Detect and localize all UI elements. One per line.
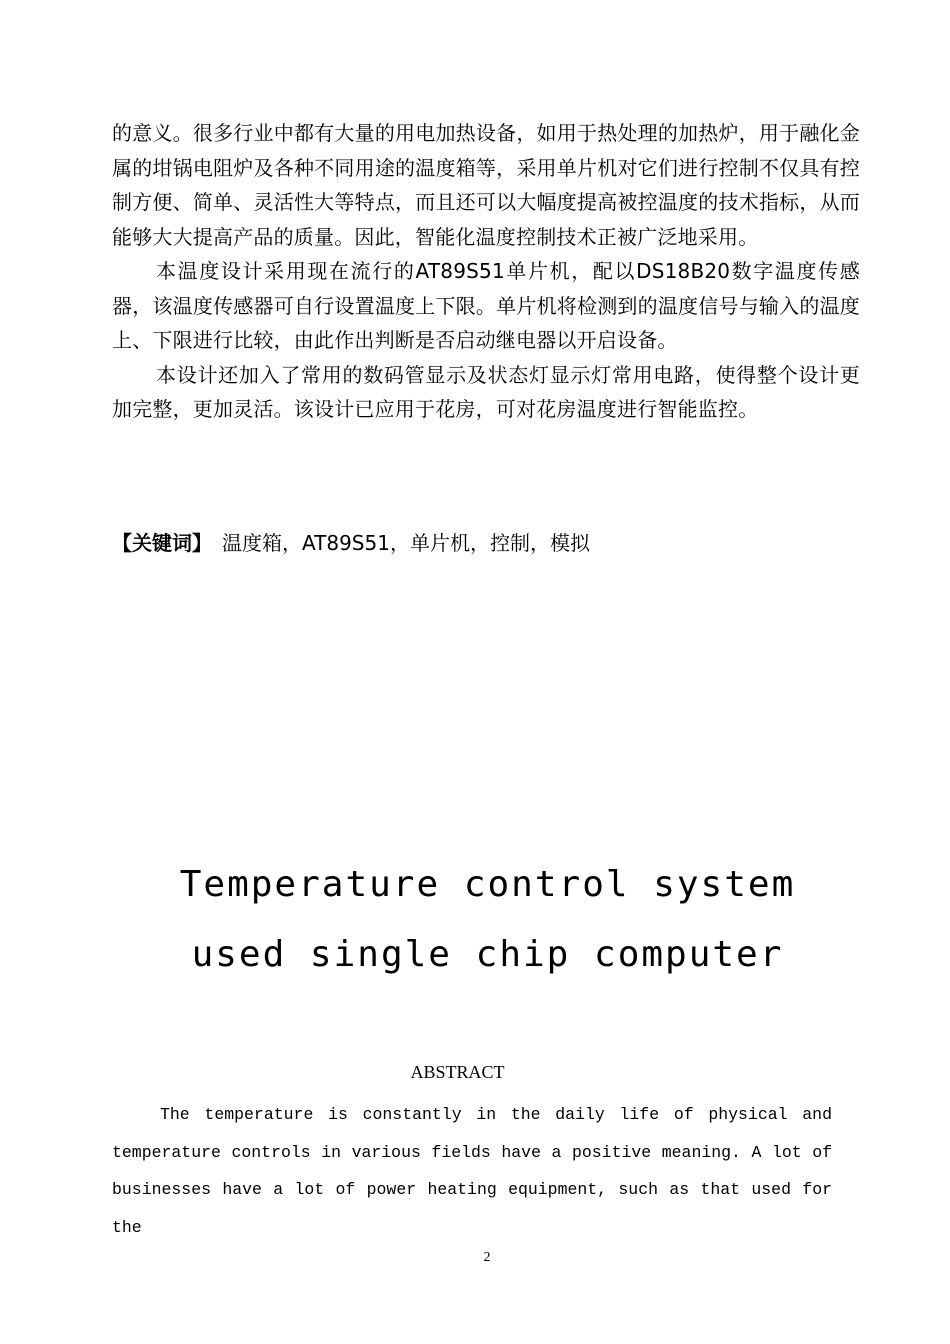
english-title-line-2: used single chip computer (191, 934, 784, 975)
english-abstract-body (112, 1096, 832, 1246)
keywords-label: 【关键词】 (112, 531, 212, 555)
chinese-paragraph-3: 本设计还加入了常用的数码管显示及状态灯显示灯常用电路，使得整个设计更加完整，更加灵活。该设计已应用于花房，可对花房温度进行智能监控。 (112, 362, 860, 421)
page-number: 2 (483, 1250, 491, 1265)
keywords-line (112, 528, 590, 558)
abstract-heading: ABSTRACT (410, 1062, 505, 1082)
english-title (0, 850, 950, 990)
english-abstract-paragraph: The temperature is constantly in the daily life of physical and temperature controls in various fields have a positive meaning. A lot of businesses have a lot of power heating equipment, such as that used for the (112, 1105, 832, 1237)
chinese-paragraph-2: 本温度设计采用现在流行的AT89S51单片机，配以DS18B20数字温度传感器，该温度传感器可自行设置温度上下限。单片机将检测到的温度信号与输入的温度上、下限进行比较，由此作出判断是否启动继电器以开启设备。 (112, 259, 860, 352)
chinese-abstract-body (112, 116, 860, 427)
english-title-line-1: Temperature control system (179, 864, 796, 905)
chinese-paragraph-1: 的意义。很多行业中都有大量的用电加热设备，如用于热处理的加热炉，用于融化金属的坩锅电阻炉及各种不同用途的温度箱等，采用单片机对它们进行控制不仅具有控制方便、简单、灵活性大等特点，而且还可以大幅度提高被控温度的技术指标，从而能够大大提高产品的质量。因此，智能化温度控制技术正被广泛地采用。 (112, 121, 860, 249)
keywords-text: 温度箱，AT89S51，单片机，控制，模拟 (222, 531, 590, 555)
